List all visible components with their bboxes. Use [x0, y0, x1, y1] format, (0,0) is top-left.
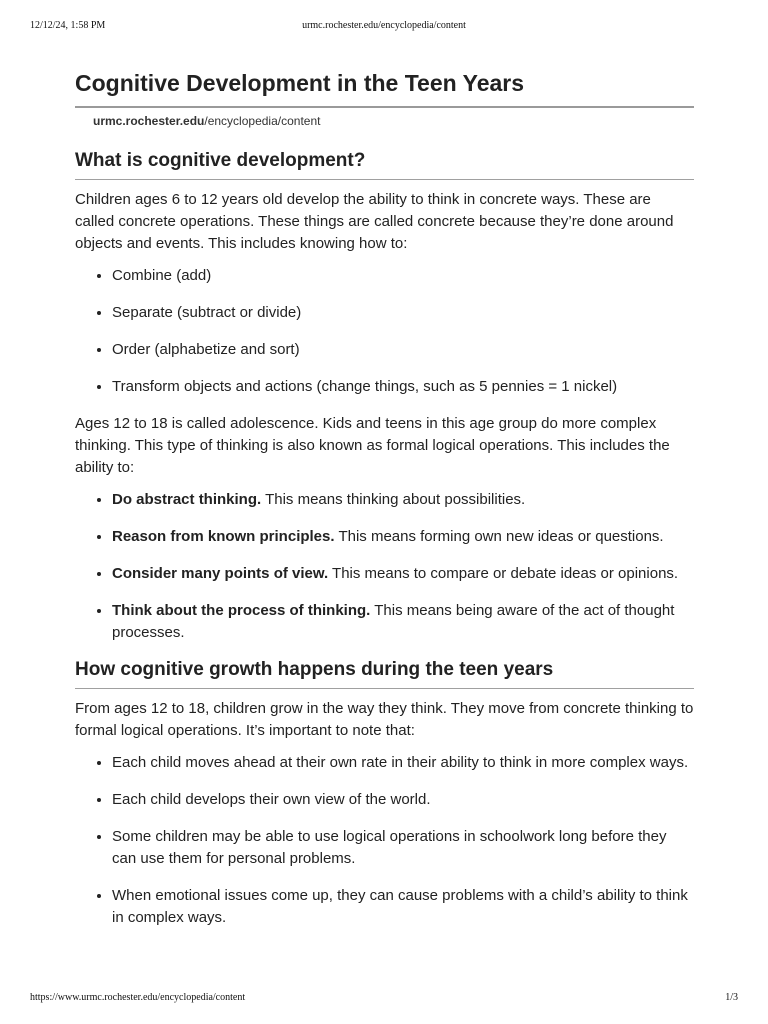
- section-intro: From ages 12 to 18, children grow in the way they think. They move from concrete thinking to formal logical operations. It’s important to note that:: [75, 700, 694, 739]
- operations-list: [75, 265, 694, 398]
- page-title: Cognitive Development in the Teen Years: [75, 70, 694, 108]
- section-heading: How cognitive growth happens during the teen years: [75, 659, 694, 689]
- list-item-bold: Reason from known principles.: [112, 528, 335, 545]
- print-datetime: 12/12/24, 1:58 PM: [30, 20, 106, 31]
- list-item: • Each child moves ahead at their own rate in their ability to think in more complex ways.: [112, 752, 694, 774]
- print-header: [30, 20, 738, 34]
- list-item: [112, 526, 694, 548]
- list-item-bold: Think about the process of thinking.: [112, 602, 371, 619]
- adolescence-paragraph: Ages 12 to 18 is called adolescence. Kids and teens in this age group do more complex thinking. This type of thinking is also known as formal logical operations. This includes the ability to:: [75, 415, 670, 476]
- section-heading: What is cognitive development?: [75, 150, 694, 180]
- list-item: • Order (alphabetize and sort): [112, 339, 694, 361]
- list-item: [112, 563, 694, 585]
- list-item-text: This means forming own new ideas or questions.: [334, 528, 664, 545]
- source-domain: urmc.rochester.edu: [93, 114, 205, 128]
- list-item: • Some children may be able to use logical operations in schoolwork long before they can use them for personal problems.: [112, 826, 694, 870]
- list-item-bold: Do abstract thinking.: [112, 491, 262, 508]
- page-number: 1/3: [725, 992, 738, 1003]
- formal-operations-list: [75, 489, 694, 644]
- list-item: [112, 600, 694, 644]
- print-footer: [30, 992, 738, 1006]
- list-item: [112, 489, 694, 511]
- list-item: • When emotional issues come up, they can cause problems with a child’s ability to think in complex ways.: [112, 885, 694, 929]
- growth-list: [75, 752, 694, 929]
- list-item-bold: Consider many points of view.: [112, 565, 329, 582]
- list-item-text: This means thinking about possibilities.: [261, 491, 526, 508]
- print-footer-url: https://www.urmc.rochester.edu/encyclopedia/content: [30, 992, 246, 1003]
- list-item: • Combine (add): [112, 265, 694, 287]
- print-header-url: urmc.rochester.edu/encyclopedia/content: [302, 20, 466, 31]
- list-item: • Transform objects and actions (change things, such as 5 pennies = 1 nickel): [112, 376, 694, 398]
- list-item-text: This means being aware of the act of thought processes.: [112, 602, 675, 641]
- section-intro: Children ages 6 to 12 years old develop the ability to think in concrete ways. These are called concrete operations. These things are called concrete because they’re done around objects and events. This includes knowing how to:: [75, 191, 674, 252]
- source-url: [93, 114, 694, 128]
- article: [75, 70, 694, 929]
- source-path: /encyclopedia/content: [204, 114, 321, 128]
- list-item-text: This means to compare or debate ideas or opinions.: [328, 565, 679, 582]
- list-item: • Separate (subtract or divide): [112, 302, 694, 324]
- list-item: • Each child develops their own view of the world.: [112, 789, 694, 811]
